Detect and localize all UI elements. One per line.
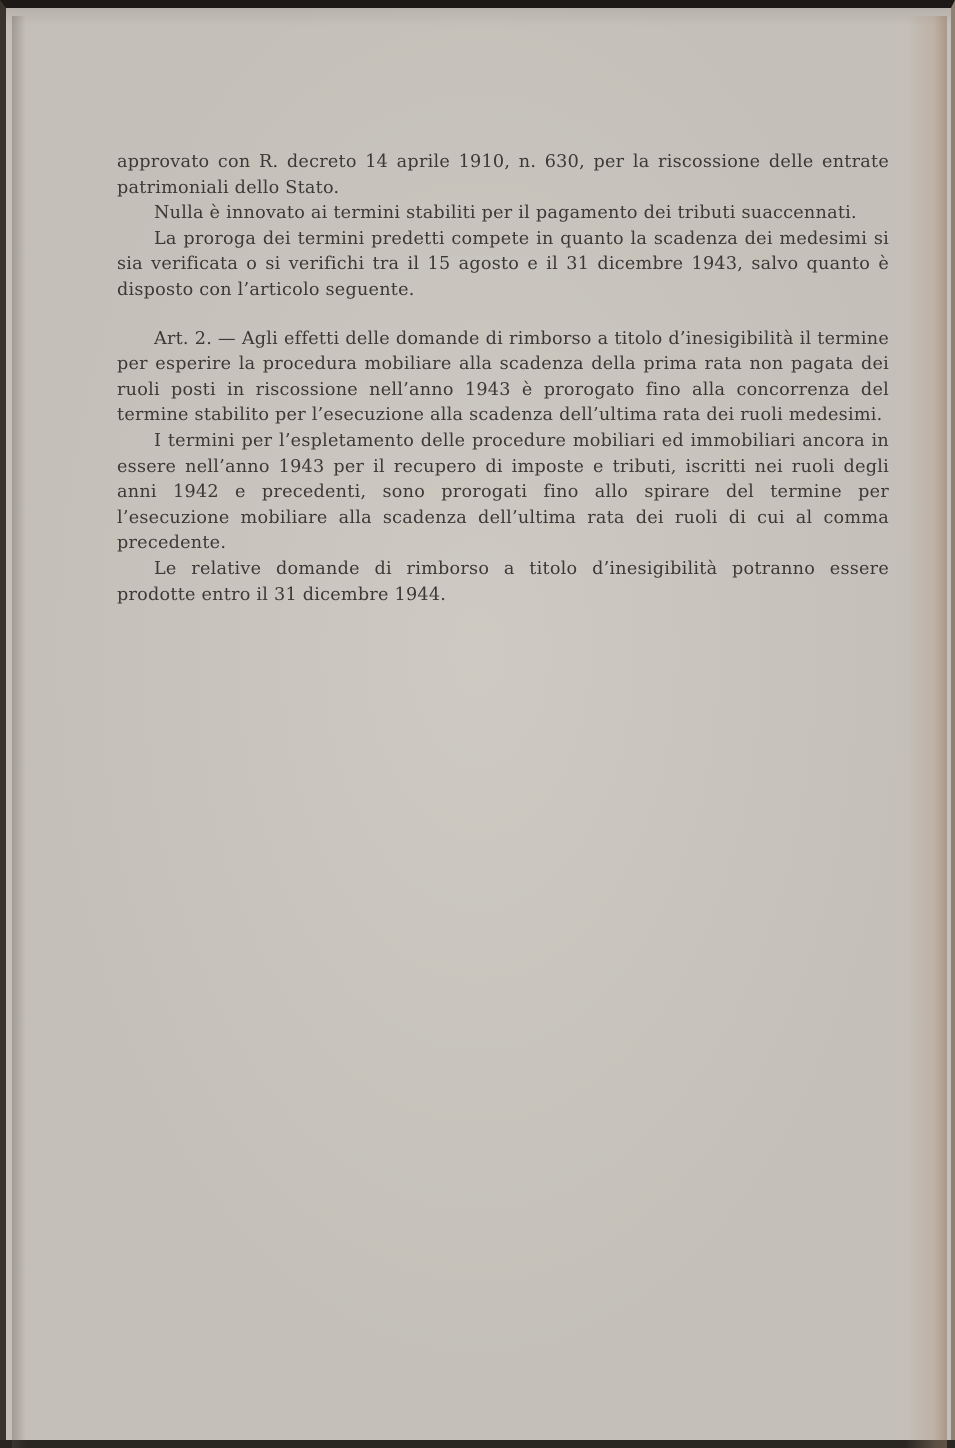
- paragraph-nulla-innovato: Nulla è innovato ai termini stabiliti per il pagamento dei tributi suaccennati.: [154, 203, 857, 224]
- page-left-edge-shadow: [12, 16, 26, 1448]
- paragraph-article-2: Art. 2. — Agli effetti delle domande di rimborso a titolo d’inesigibilità il termine per esperire la procedura mobiliare alla scadenza della prima rata non pagata dei ruoli posti in riscossione nell’anno 1943 è prorogato fino alla concorrenza del termine stabilito per l’esecuzione alla scadenza dell’ultima rata dei ruoli medesimi.: [117, 328, 889, 426]
- paragraph-domande-rimborso: Le relative domande di rimborso a titolo d’inesigibilità potranno essere prodotte entro il 31 dicembre 1944.: [117, 558, 889, 605]
- page-right-edge-discoloration: [905, 16, 947, 1448]
- body-text: [117, 150, 889, 608]
- paragraph-procedure-mobiliari: I termini per l’espletamento delle procedure mobiliari ed immobiliari ancora in essere nell’anno 1943 per il recupero di imposte e tributi, iscritti nei ruoli degli anni 1942 e precedenti, sono prorogati fino allo spirare del termine per l’esecuzione mobiliare alla scadenza dell’ultima rata dei ruoli di cui al comma precedente.: [117, 430, 889, 554]
- paragraph-proroga: La proroga dei termini predetti compete in quanto la scadenza dei medesimi si sia verificata o si verifichi tra il 15 agosto e il 31 dicembre 1943, salvo quanto è disposto con l’articolo seguente.: [117, 228, 889, 300]
- paragraph-continuation: approvato con R. decreto 14 aprile 1910, n. 630, per la riscossione delle entrate patrimoniali dello Stato.: [117, 152, 889, 198]
